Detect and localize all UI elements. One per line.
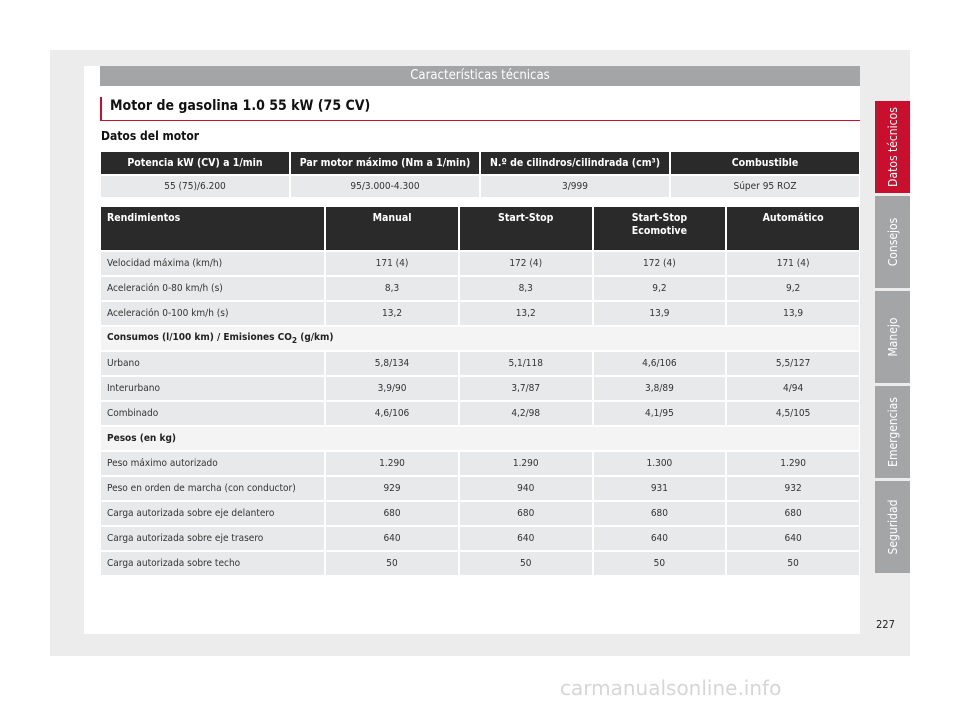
row-label: Velocidad máxima (km/h): [101, 252, 324, 275]
section-label-text: Consumos (l/100 km) / Emisiones CO: [107, 332, 292, 343]
table-cell: 8,3: [460, 277, 592, 300]
table-cell: 3,7/87: [460, 377, 592, 400]
table-cell: 5,8/134: [326, 352, 458, 375]
table-row: [101, 452, 859, 475]
table-cell: 4,6/106: [594, 352, 726, 375]
row-label: Combinado: [101, 402, 324, 425]
table-cell: 680: [594, 502, 726, 525]
column-header: [594, 207, 726, 250]
table-cell: 171 (4): [727, 252, 859, 275]
row-label: Aceleración 0-80 km/h (s): [101, 277, 324, 300]
table-cell: 931: [594, 477, 726, 500]
tab-label: Seguridad: [885, 499, 900, 555]
table-cell: 13,2: [326, 302, 458, 325]
table-cell: 50: [326, 552, 458, 575]
tab-2[interactable]: [875, 291, 910, 383]
tab-0[interactable]: [875, 101, 910, 193]
table-row: [101, 477, 859, 500]
section-label: Pesos (en kg): [101, 427, 859, 450]
table-row: [101, 302, 859, 325]
table-cell: 680: [727, 502, 859, 525]
row-label: Carga autorizada sobre eje trasero: [101, 527, 324, 550]
table-cell: 1.290: [727, 452, 859, 475]
table-cell: 95/3.000-4.300: [291, 176, 479, 197]
column-header: N.º de cilindros/cilindrada (cm³): [481, 152, 669, 174]
performance-table: [99, 205, 861, 577]
tab-label: Datos técnicos: [885, 107, 900, 187]
column-header-line: Ecomotive: [631, 225, 687, 237]
table-row: [101, 552, 859, 575]
table-row: [101, 252, 859, 275]
table-cell: 1.300: [594, 452, 726, 475]
row-label: Urbano: [101, 352, 324, 375]
table-cell: 3/999: [481, 176, 669, 197]
table-cell: 1.290: [460, 452, 592, 475]
section-row: [101, 427, 859, 450]
table-cell: 5,1/118: [460, 352, 592, 375]
table-cell: 640: [460, 527, 592, 550]
table-cell: 640: [727, 527, 859, 550]
table-cell: 640: [594, 527, 726, 550]
table-cell: 9,2: [727, 277, 859, 300]
tab-label: Manejo: [885, 317, 900, 357]
table-cell: 4/94: [727, 377, 859, 400]
row-label: Peso máximo autorizado: [101, 452, 324, 475]
section-label-text: (g/km): [297, 332, 334, 343]
table-cell: 640: [326, 527, 458, 550]
table-cell: 172 (4): [460, 252, 592, 275]
table-cell: 171 (4): [326, 252, 458, 275]
engine-data-heading: Datos del motor: [101, 129, 200, 143]
table-cell: 50: [460, 552, 592, 575]
table-cell: 4,6/106: [326, 402, 458, 425]
engine-data-table: [99, 150, 861, 199]
tab-1[interactable]: [875, 196, 910, 288]
tab-label: Emergencias: [885, 397, 900, 467]
row-label: Peso en orden de marcha (con conductor): [101, 477, 324, 500]
section-title: [100, 97, 860, 121]
table-cell: 172 (4): [594, 252, 726, 275]
section-row: [101, 327, 859, 350]
table-row: [101, 402, 859, 425]
tab-label: Consejos: [885, 217, 900, 267]
section-title-text: Motor de gasolina 1.0 55 kW (75 CV): [110, 98, 371, 114]
page-number: 227: [876, 618, 895, 631]
table-cell: 8,3: [326, 277, 458, 300]
table-cell: 13,9: [727, 302, 859, 325]
watermark: carmanualsonline.info: [560, 676, 782, 700]
table-row: [101, 176, 859, 197]
table-row: [101, 502, 859, 525]
table-cell: 3,9/90: [326, 377, 458, 400]
column-header: Start-Stop: [460, 207, 592, 250]
table-row: [101, 352, 859, 375]
table-header-row: [101, 207, 859, 250]
table-cell: 1.290: [326, 452, 458, 475]
row-label: Aceleración 0-100 km/h (s): [101, 302, 324, 325]
column-header: Rendimientos: [101, 207, 324, 250]
column-header: Automático: [727, 207, 859, 250]
table-header-row: [101, 152, 859, 174]
table-row: [101, 527, 859, 550]
table-cell: 4,5/105: [727, 402, 859, 425]
table-cell: 13,2: [460, 302, 592, 325]
subscript: 2: [291, 335, 298, 345]
column-header: Manual: [326, 207, 458, 250]
table-cell: 9,2: [594, 277, 726, 300]
row-label: Carga autorizada sobre eje delantero: [101, 502, 324, 525]
section-label: [101, 327, 859, 350]
chapter-header: Características técnicas: [100, 66, 860, 86]
row-label: Carga autorizada sobre techo: [101, 552, 324, 575]
tab-4[interactable]: [875, 481, 910, 573]
table-cell: 940: [460, 477, 592, 500]
table-cell: 680: [326, 502, 458, 525]
table-row: [101, 277, 859, 300]
table-cell: 3,8/89: [594, 377, 726, 400]
table-cell: 4,2/98: [460, 402, 592, 425]
table-cell: 50: [727, 552, 859, 575]
column-header: Potencia kW (CV) a 1/min: [101, 152, 289, 174]
row-label: Interurbano: [101, 377, 324, 400]
table-cell: 55 (75)/6.200: [101, 176, 289, 197]
table-cell: 13,9: [594, 302, 726, 325]
column-header-line: Start-Stop: [631, 212, 688, 224]
tab-3[interactable]: [875, 386, 910, 478]
table-cell: 4,1/95: [594, 402, 726, 425]
table-cell: Súper 95 ROZ: [671, 176, 859, 197]
table-cell: 932: [727, 477, 859, 500]
table-row: [101, 377, 859, 400]
table-cell: 50: [594, 552, 726, 575]
table-cell: 5,5/127: [727, 352, 859, 375]
column-header: Combustible: [671, 152, 859, 174]
table-cell: 680: [460, 502, 592, 525]
column-header: Par motor máximo (Nm a 1/min): [291, 152, 479, 174]
table-cell: 929: [326, 477, 458, 500]
